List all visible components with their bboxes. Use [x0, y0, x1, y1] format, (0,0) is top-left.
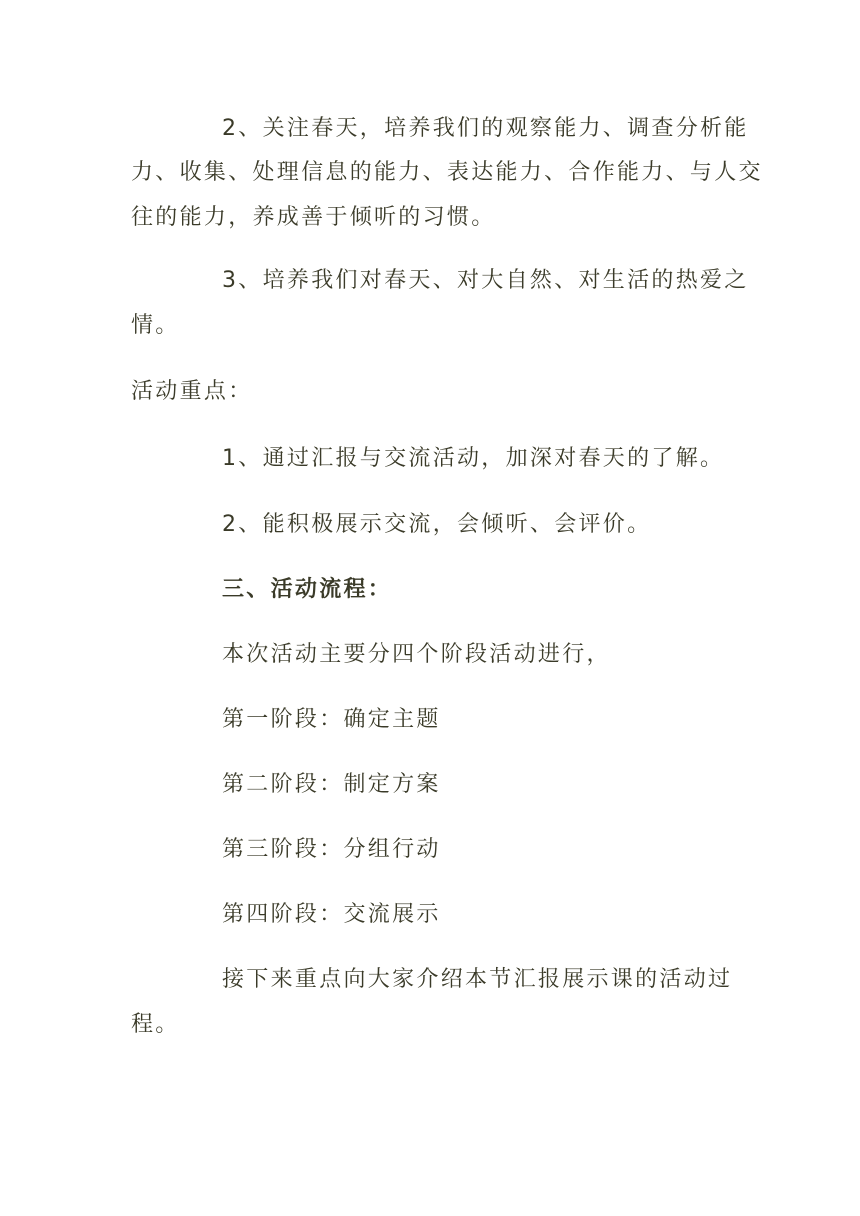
goal-3-line-1: 3、培养我们对春天、对大自然、对生活的热爱之: [222, 268, 749, 293]
goal-2-line-2: 力、收集、处理信息的能力、表达能力、合作能力、与人交: [131, 160, 763, 185]
section-3-heading: 三、活动流程：: [222, 577, 393, 602]
key-points-heading: 活动重点：: [131, 379, 253, 404]
stage-1: 第一阶段：确定主题: [222, 707, 441, 732]
goal-2-line-1: 2、关注春天，培养我们的观察能力、调查分析能: [222, 116, 749, 141]
goal-3-line-2: 情。: [131, 313, 180, 338]
key-point-1: 1、通过汇报与交流活动，加深对春天的了解。: [222, 446, 725, 471]
goal-2-line-3: 往的能力，养成善于倾听的习惯。: [131, 205, 496, 230]
stage-3: 第三阶段：分组行动: [222, 837, 441, 862]
key-point-2: 2、能积极展示交流，会倾听、会评价。: [222, 512, 652, 537]
stage-2: 第二阶段：制定方案: [222, 772, 441, 797]
flow-intro: 本次活动主要分四个阶段活动进行，: [222, 642, 611, 667]
stage-4: 第四阶段：交流展示: [222, 902, 441, 927]
closing-line-2: 程。: [131, 1012, 180, 1037]
closing-line-1: 接下来重点向大家介绍本节汇报展示课的活动过: [222, 967, 733, 992]
